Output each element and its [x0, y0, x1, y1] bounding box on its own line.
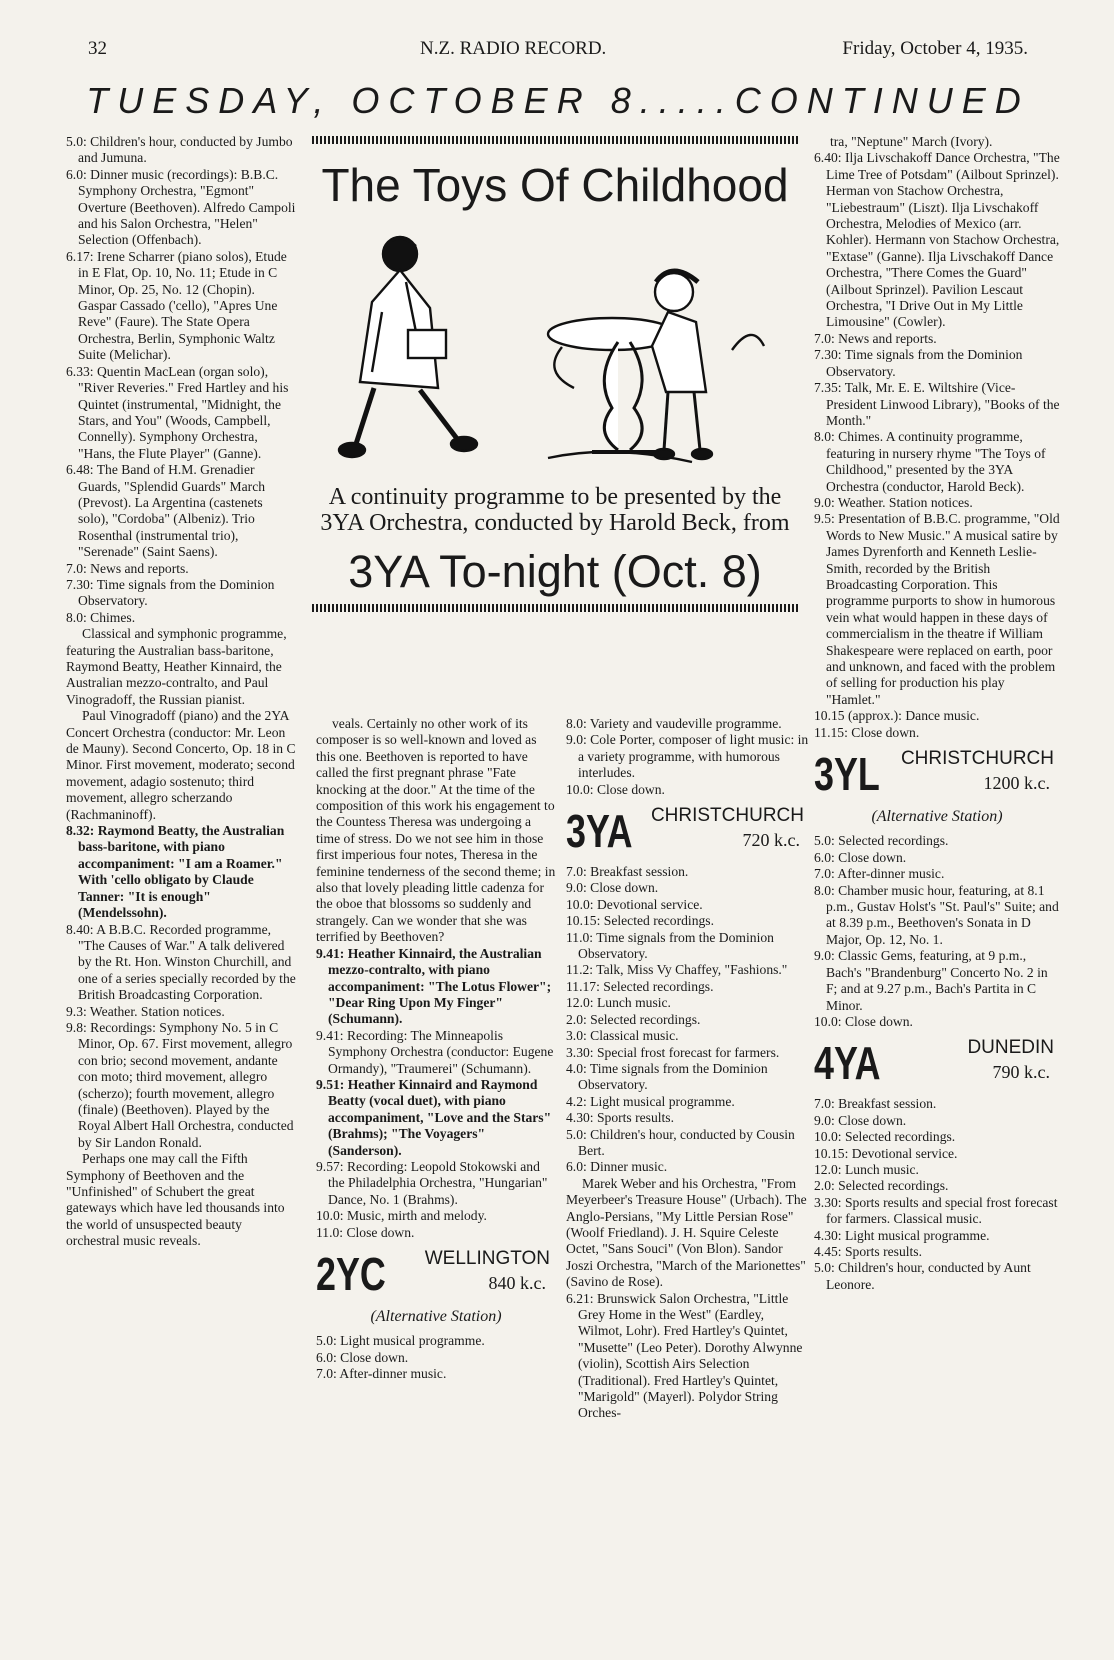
station-3ya-freq: 720 k.c.	[742, 830, 800, 851]
feature-tonight: 3YA To-night (Oct. 8)	[348, 546, 762, 597]
listing-entry: veals. Certainly no other work of its composer is so well-known and loved as this one. Beethoven is reported to have called the first pregnant phrase "Fate knocking at the door." At the time of the composition of this work his engagement to the Countess Theresa was undergoing a time of stress. Do we not see him in those first imperious four notes, Theresa in the feminine tenderness of the second theme; in also that lovely pleading little cadenza for the oboe that blossoms so suddenly and strangely. Can we wonder that she was terrified by Beethoven?	[316, 716, 556, 945]
listing-entry: 9.0: Close down.	[814, 1112, 907, 1128]
listing-entry: tra, "Neptune" March (Ivory).	[830, 134, 993, 149]
listing-entry: 10.15: Devotional service.	[814, 1145, 958, 1161]
listing-entry: 9.0: Classic Gems, featuring, at 9 p.m., Bach's "Brandenburg" Concerto No. 2 in F; and at 9.27 p.m., Bach's Partita in C Minor.	[814, 948, 1048, 1013]
publication-title: N.Z. RADIO RECORD.	[420, 38, 607, 59]
feature-description: A continuity programme to be presented by the 3YA Orchestra, conducted by Harold Beck, from	[320, 484, 790, 536]
listing-entry: 6.0: Close down.	[814, 849, 907, 865]
listing-entry: 7.0: Breakfast session.	[814, 1096, 937, 1112]
listing-entry: 12.0: Lunch music.	[566, 995, 671, 1011]
page-number: 32	[88, 38, 107, 59]
listing-entry: 7.0: News and reports.	[66, 560, 189, 576]
listing-entry: 8.0: Chimes. A continuity programme, featuring in nursery rhyme "The Toys of Childhood," presented by the 3YA Orchestra (conductor, Harold Beck).	[814, 429, 1046, 494]
listing-entry: 6.33: Quentin MacLean (organ solo), "River Reveries." Fred Hartley and his Quintet (instrumental, "Midnight, the Stars, and You" (Woods, Campbell, Connelly). Symphony Orchestra, "Hans, the Flute Player" (Ganne).	[66, 363, 289, 461]
issue-date: Friday, October 4, 1935.	[842, 38, 1028, 59]
column-1	[66, 134, 296, 1250]
listing-entry: 5.0: Light musical programme.	[316, 1333, 485, 1349]
listing-entry: 4.2: Light musical programme.	[566, 1093, 735, 1109]
listing-entry: 3.30: Special frost forecast for farmers.	[566, 1044, 780, 1060]
listing-entry: 7.0: After-dinner music.	[316, 1366, 447, 1382]
listing-entry: 10.15 (approx.): Dance music.	[814, 708, 980, 724]
feature-box	[312, 136, 798, 708]
column-3	[566, 716, 810, 1422]
station-2yc-call: 2YC	[316, 1248, 386, 1300]
listing-entry: 4.0: Time signals from the Dominion Observatory.	[566, 1060, 768, 1093]
column-3a-text	[566, 716, 810, 798]
column-2b-text	[316, 1333, 556, 1382]
listing-entry: 3.0: Classical music.	[566, 1028, 679, 1044]
station-3yl-freq: 1200 k.c.	[983, 773, 1050, 794]
listing-entry: 8.40: A B.B.C. Recorded programme, "The Causes of War." A talk delivered by the Rt. Hon. Winston Churchill, and one of a series specially recorded by the British Broadcasting Corporation.	[66, 921, 296, 1003]
listing-entry: 11.2: Talk, Miss Vy Chaffey, "Fashions."	[566, 962, 788, 978]
column-2-text	[316, 716, 556, 1241]
station-3ya	[566, 804, 810, 862]
column-4a-text	[814, 134, 1060, 741]
feature-title: The Toys Of Childhood	[321, 159, 789, 211]
column-3b-text	[566, 864, 810, 1422]
listing-entry: 11.0: Close down.	[316, 1224, 415, 1240]
listing-entry: 6.17: Irene Scharrer (piano solos), Etude in E Flat, Op. 10, No. 11; Etude in C Minor, Op. 25, No. 12 (Chopin). Gaspar Cassado ('cello), "Apres Une Reve" (Faure). The State Opera Orchestra, Berlin, Symphonic Waltz Suite (Melichar).	[66, 248, 287, 363]
station-3yl-note: (Alternative Station)	[871, 808, 1003, 826]
station-4ya-city: DUNEDIN	[967, 1037, 1054, 1059]
listing-entry: 6.0: Dinner music (recordings): B.B.C. Symphony Orchestra, "Egmont" Overture (Beethoven). Alfredo Campoli and his Salon Orchestra, "Helen" Selection (Offenbach).	[66, 166, 296, 248]
listing-entry: 3.30: Sports results and special frost forecast for farmers. Classical music.	[814, 1194, 1058, 1227]
listing-entry: Classical and symphonic programme, featuring the Australian bass-baritone, Raymond Beatty, Heather Kinnaird, the Australian mezzo-contralto, and Paul Vinogradoff, the Russian pianist.	[66, 626, 287, 707]
station-3ya-city: CHRISTCHURCH	[650, 805, 804, 827]
listing-entry: 10.0: Selected recordings.	[814, 1129, 956, 1145]
listing-entry: Paul Vinogradoff (piano) and the 2YA Concert Orchestra (conductor: Mr. Leon de Mauny). Second Concerto, Op. 18 in C Minor. First movement, moderato; second movement, adagio sostenuto; third movement, allegro scherzando (Rachmaninoff).	[66, 708, 296, 822]
listing-entry: 7.30: Time signals from the Dominion Observatory.	[66, 576, 275, 609]
listing-entry: 11.17: Selected recordings.	[566, 978, 714, 994]
listing-entry: 4.30: Light musical programme.	[814, 1227, 990, 1243]
listing-entry: 9.0: Weather. Station notices.	[814, 494, 973, 510]
bottom-rule	[312, 604, 798, 612]
listing-entry: 7.0: Breakfast session.	[566, 864, 689, 880]
listing-entry: 7.0: News and reports.	[814, 330, 937, 346]
listing-entry: 5.0: Children's hour, conducted by Cousin Bert.	[566, 1126, 795, 1158]
listing-entry: 10.0: Music, mirth and melody.	[316, 1208, 487, 1224]
station-2yc-note: (Alternative Station)	[370, 1308, 502, 1325]
listing-entry: 9.41: Heather Kinnaird, the Australian mezzo-contralto, with piano accompaniment: "The Lotus Flower"; "Dear Ring Upon My Finger" (Schumann).	[316, 945, 552, 1027]
listing-entry: 6.0: Dinner music.	[566, 1159, 668, 1175]
listing-entry: 10.0: Close down.	[814, 1013, 913, 1029]
listing-entry: 6.21: Brunswick Salon Orchestra, "Little Grey Home in the West" (Eardley, Wilmot, Lohr). Fred Hartley's Quintet, "Musette" (Leo Peter). Dorothy Alwynne (violin), Scottish Airs Selection (Traditional). Fred Hartley's Quintet, "Marigold" (Mayerl). Polydor String Orches-	[566, 1290, 803, 1421]
listing-entry: Marek Weber and his Orchestra, "From Meyerbeer's Treasure House" (Urbach). The Anglo-Persians, "My Little Persian Rose" (Woolf Friedland). J. H. Squire Celeste Octet, "Sans Souci" (Von Blon). Sandor Joszi Orchestra, "March of the Marionettes" (Savino de Rose).	[566, 1175, 807, 1290]
listing-entry: 5.0: Children's hour, conducted by Jumbo and Jumuna.	[66, 134, 293, 166]
listing-entry: 5.0: Children's hour, conducted by Aunt Leonore.	[814, 1260, 1031, 1292]
listing-entry: 11.15: Close down.	[814, 724, 920, 740]
station-2yc-freq: 840 k.c.	[488, 1273, 546, 1293]
station-3yl	[814, 747, 1060, 805]
children-illustration	[312, 212, 798, 484]
listing-entry: 7.35: Talk, Mr. E. E. Wiltshire (Vice-President Linwood Library), "Books of the Month."	[814, 380, 1060, 428]
station-4ya-call: 4YA	[814, 1037, 881, 1090]
listing-entry: 11.0: Time signals from the Dominion Observatory.	[566, 929, 774, 962]
listing-entry: 2.0: Selected recordings.	[814, 1178, 949, 1194]
listing-entry: 2.0: Selected recordings.	[566, 1011, 701, 1027]
listing-entry: 7.30: Time signals from the Dominion Observatory.	[814, 347, 1023, 379]
listing-entry: 5.0: Selected recordings.	[814, 833, 949, 849]
day-banner: TUESDAY, OCTOBER 8.....CONTINUED	[86, 80, 1030, 121]
listing-entry: 9.41: Recording: The Minneapolis Symphony Orchestra (conductor: Eugene Ormandy), "Traumerei" (Schumann).	[316, 1027, 554, 1076]
listing-entry: 9.8: Recordings: Symphony No. 5 in C Minor, Op. 67. First movement, allegro con brio; second movement, andante con moto; third movement, allegro (scherzo); fourth movement, allegro (finale) (Beethoven). Played by the Royal Albert Hall Orchestra, conducted by Sir Landon Ronald.	[66, 1019, 294, 1150]
station-3yl-city: CHRISTCHURCH	[900, 748, 1054, 770]
listing-entry: 8.0: Chimes.	[66, 609, 136, 625]
listing-entry: 4.30: Sports results.	[566, 1110, 674, 1126]
listing-entry: 7.0: After-dinner music.	[814, 866, 945, 882]
listing-entry: 10.0: Devotional service.	[566, 896, 703, 912]
listing-entry: 6.48: The Band of H.M. Grenadier Guards, "Splendid Guards" March (Prevost). La Argentina (castenets solo), "Cordoba" (Albeniz). Trio Rosenthal (instrumental trio), "Serenade" (Saint Saens).	[66, 462, 266, 560]
listing-entry: Perhaps one may call the Fifth Symphony of Beethoven and the "Unfinished" of Schubert the great gateways which have led thousands into the world of unsuspected beauty orchestral music reveals.	[66, 1151, 285, 1249]
column-4b-text	[814, 833, 1060, 1030]
listing-entry: 10.0: Close down.	[566, 781, 665, 797]
station-4ya	[814, 1036, 1060, 1094]
listing-entry: 9.3: Weather. Station notices.	[66, 1003, 225, 1019]
listing-entry: 12.0: Lunch music.	[814, 1161, 919, 1177]
station-2yc	[316, 1247, 556, 1305]
top-rule	[312, 136, 798, 144]
listing-entry: 6.0: Close down.	[316, 1349, 409, 1365]
column-2	[316, 716, 556, 1383]
station-2yc-city: WELLINGTON	[424, 1248, 550, 1269]
page-header	[88, 38, 1028, 68]
listing-entry: 4.45: Sports results.	[814, 1243, 922, 1259]
station-3ya-call: 3YA	[566, 805, 633, 858]
listing-entry: 8.32: Raymond Beatty, the Australian bass-baritone, with piano accompaniment: "I am a Roamer." With 'cello obligato by Claude Tanner: "It is enough" (Mendelssohn).	[66, 823, 285, 921]
station-4ya-freq: 790 k.c.	[992, 1062, 1050, 1083]
listing-entry: 10.15: Selected recordings.	[566, 913, 714, 929]
column-4	[814, 134, 1060, 1293]
listing-entry: 9.5: Presentation of B.B.C. programme, "Old Words to New Music." A musical satire by James Dyrenforth and Kenneth Leslie-Smith, recorded by the British Broadcasting Corporation. This programme purports to show in humorous vein what would happen in these days of commercialism in the theatre if William Shakespeare were replaced on earth, poor and unknown, and faced with the problem of selling for production his play "Hamlet."	[814, 511, 1060, 707]
listing-entry: 9.0: Close down.	[566, 880, 659, 896]
listing-entry: 6.40: Ilja Livschakoff Dance Orchestra, "The Lime Tree of Potsdam" (Ailbout Sprinzel). Herman von Stachow Orchestra, "Liebestraum" (Liszt). Ilja Livschakoff Orchestra, Melodies of Mexico (arr. Kohler). Hermann von Stachow Orchestra, "Extase" (Ganne). Ilja Livschakoff Dance Orchestra, "There Comes the Guard" (Ailbout Sprinzel). Pavilion Lescaut Orchestra, "I Drive Out in My Little Limousine" (Cowler).	[814, 150, 1060, 330]
listing-entry: 8.0: Chamber music hour, featuring, at 8.1 p.m., Gustav Holst's "St. Paul's" Suite; and at 8.39 p.m., Beethoven's Sonata in D Major, Op. 12, No. 1.	[814, 882, 1059, 947]
station-3yl-call: 3YL	[814, 748, 880, 801]
listing-entry: 8.0: Variety and vaudeville programme.	[566, 716, 782, 731]
listing-entry: 9.0: Cole Porter, composer of light music: in a variety programme, with humorous interludes.	[566, 732, 809, 781]
column-4c-text	[814, 1096, 1060, 1293]
listing-entry: 9.51: Heather Kinnaird and Raymond Beatty (vocal duet), with piano accompaniment, "Love and the Stars" (Brahms); "The Voyagers" (Sanderson).	[316, 1076, 552, 1158]
listing-entry: 9.57: Recording: Leopold Stokowski and the Philadelphia Orchestra, "Hungarian" Dance, No. 1 (Brahms).	[316, 1158, 548, 1207]
